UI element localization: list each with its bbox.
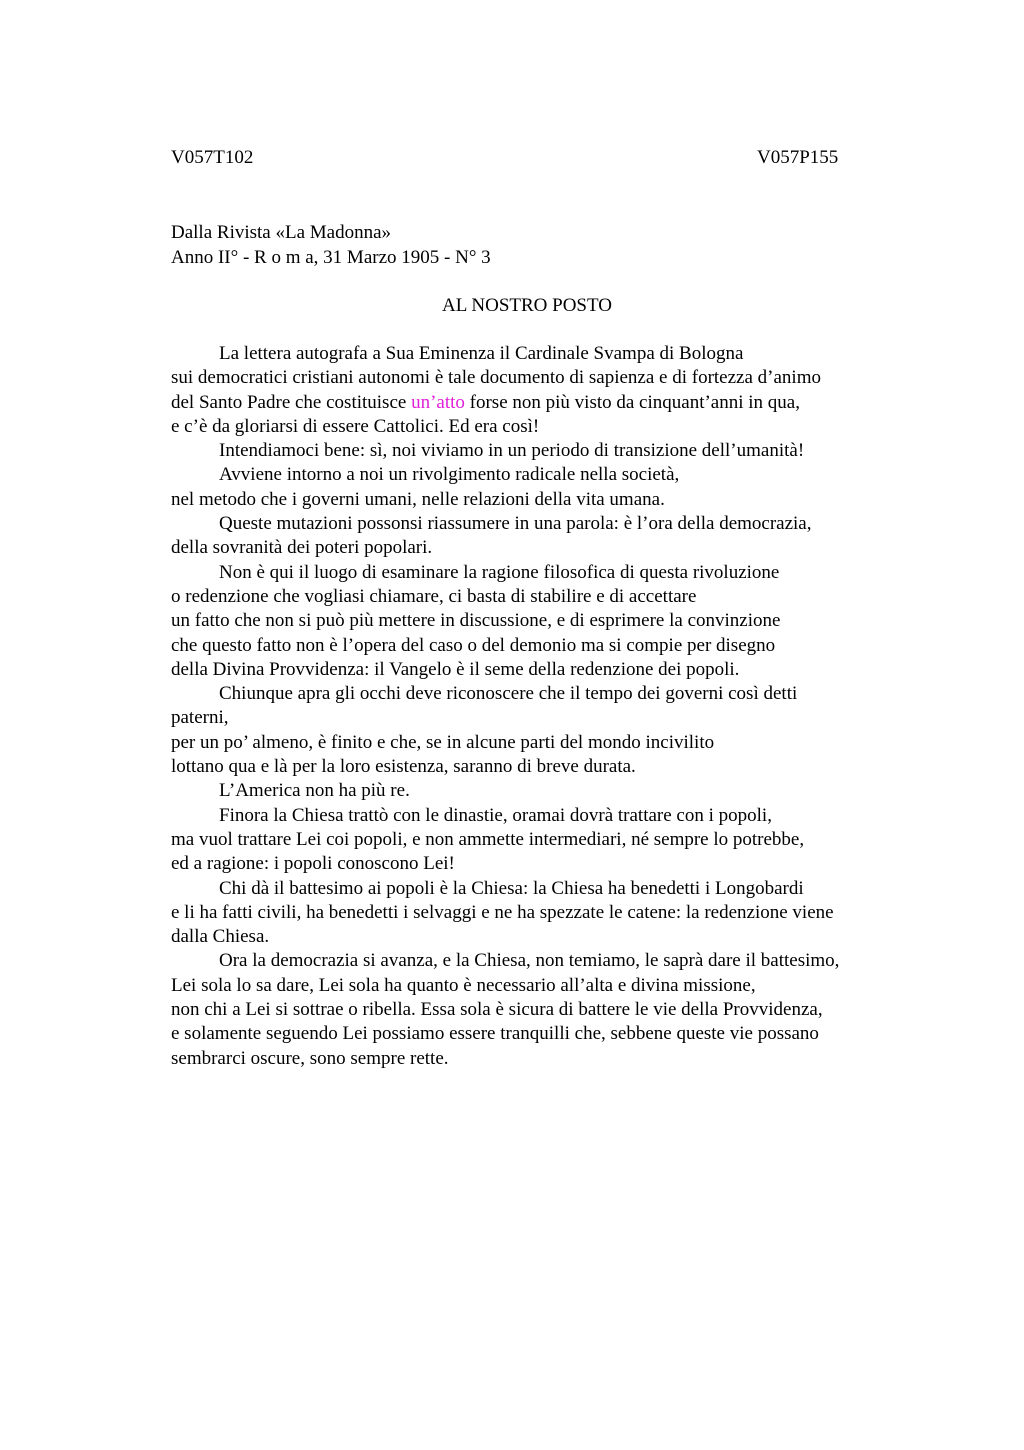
body-line: lottano qua e là per la loro esistenza, saranno di breve durata. <box>171 756 636 778</box>
body-line: Chiunque apra gli occhi deve riconoscere che il tempo dei governi così detti <box>219 683 798 705</box>
body-line: e li ha fatti civili, ha benedetti i selvaggi e ne ha spezzate le catene: la redenzione viene <box>171 901 834 923</box>
body-line: che questo fatto non è l’opera del caso o del demonio ma si compie per disegno <box>171 634 776 656</box>
article-title: AL NOSTRO POSTO <box>442 295 612 316</box>
body-line-part: del Santo Padre che costituisce <box>171 391 412 413</box>
body-line <box>171 391 931 415</box>
body-line: Queste mutazioni possonsi riassumere in una parola: è l’ora della democrazia, <box>219 513 812 535</box>
source-issue: Anno II° - R o m a, 31 Marzo 1905 - N° 3 <box>171 247 491 268</box>
body-line: e solamente seguendo Lei possiamo essere tranquilli che, sebbene queste vie possano <box>171 1023 819 1045</box>
source-journal: Dalla Rivista «La Madonna» <box>171 222 392 243</box>
body-line: della Divina Provvidenza: il Vangelo è il seme della redenzione dei popoli. <box>171 658 740 680</box>
body-line: per un po’ almeno, è finito e che, se in alcune parti del mondo incivilito <box>171 731 715 753</box>
body-line: L’America non ha più re. <box>219 780 410 802</box>
body-line: Lei sola lo sa dare, Lei sola ha quanto è necessario all’alta e divina missione, <box>171 974 756 996</box>
document-code-left: V057T102 <box>171 147 254 168</box>
body-line: Chi dà il battesimo ai popoli è la Chiesa: la Chiesa ha benedetti i Longobardi <box>219 877 804 899</box>
body-line: e c’è da gloriarsi di essere Cattolici. Ed era così! <box>171 415 540 437</box>
body-line: Intendiamoci bene: sì, noi viviamo in un periodo di transizione dell’umanità! <box>219 440 805 462</box>
source-citation <box>171 220 491 270</box>
page-code-right: V057P155 <box>757 147 839 168</box>
body-line: Non è qui il luogo di esaminare la ragione filosofica di questa rivoluzione <box>219 561 780 583</box>
body-line: nel metodo che i governi umani, nelle relazioni della vita umana. <box>171 488 665 510</box>
body-line: Ora la democrazia si avanza, e la Chiesa, non temiamo, le saprà dare il battesimo, <box>219 950 840 972</box>
body-line: della sovranità dei poteri popolari. <box>171 537 433 559</box>
article-body <box>171 342 931 1071</box>
body-line: ed a ragione: i popoli conoscono Lei! <box>171 853 455 875</box>
body-line: La lettera autografa a Sua Eminenza il Cardinale Svampa di Bologna <box>219 343 744 364</box>
body-line: paterni, <box>171 707 229 729</box>
body-line: un fatto che non si può più mettere in discussione, e di esprimere la convinzione <box>171 610 781 632</box>
body-line: dalla Chiesa. <box>171 926 270 948</box>
highlighted-word: un’atto <box>411 391 465 413</box>
body-line-part: forse non più visto da cinquant’anni in qua, <box>464 391 800 413</box>
body-line: ma vuol trattare Lei coi popoli, e non ammette intermediari, né sempre lo potrebbe, <box>171 828 805 850</box>
body-line: o redenzione che vogliasi chiamare, ci basta di stabilire e di accettare <box>171 585 697 607</box>
body-line: non chi a Lei si sottrae o ribella. Essa sola è sicura di battere le vie della Provvidenza, <box>171 999 823 1021</box>
body-line: sui democratici cristiani autonomi è tale documento di sapienza e di fortezza d’animo <box>171 367 821 389</box>
body-line: Avviene intorno a noi un rivolgimento radicale nella società, <box>219 464 680 486</box>
body-line: Finora la Chiesa trattò con le dinastie, oramai dovrà trattare con i popoli, <box>219 804 772 826</box>
body-line: sembrarci oscure, sono sempre rette. <box>171 1047 449 1069</box>
